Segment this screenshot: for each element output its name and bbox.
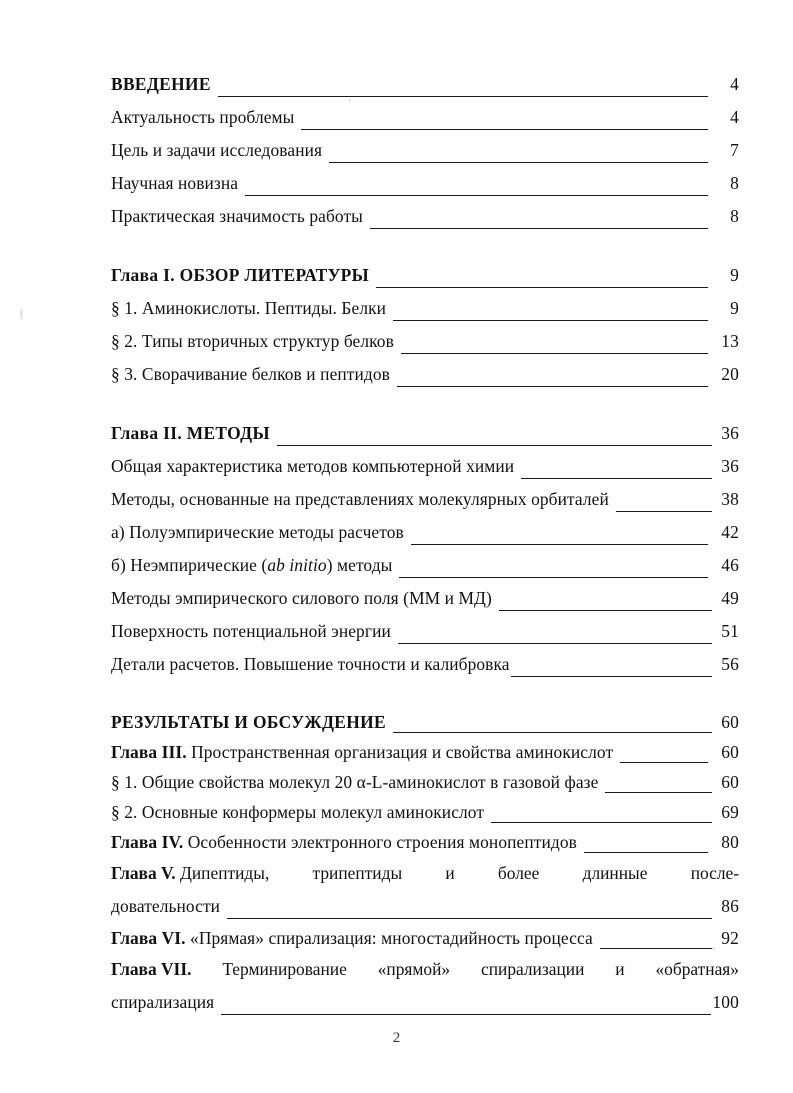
toc-leader (605, 792, 712, 793)
toc-page-number: 51 (721, 621, 739, 641)
toc-page-number: 13 (721, 331, 739, 351)
chapter-rest: «Прямая» спирализация: многостадийность процесса (185, 928, 593, 948)
toc-entry-gl2-obshaya[interactable] (111, 450, 739, 483)
chapter-rest: Особенности электронного строения монопептидов (183, 832, 577, 852)
toc-page-number: 7 (730, 140, 739, 160)
toc-continuation: довательности (111, 896, 221, 916)
toc-page-number: 36 (721, 456, 739, 476)
toc-leader (620, 762, 708, 763)
toc-leader (616, 511, 712, 512)
toc-leader (227, 918, 712, 919)
toc-leader (397, 386, 708, 387)
chapter-prefix: Глава VII. (111, 959, 192, 979)
toc-entry-line-1 (111, 857, 739, 890)
toc-entry-gl2-mm[interactable] (111, 582, 739, 615)
justify-gap (647, 857, 690, 890)
toc-leader (411, 544, 708, 545)
toc-group-results (111, 707, 739, 1019)
toc-entry-title: Методы, основанные на представлениях молекулярных орбиталей (111, 489, 609, 509)
toc-page-number: 9 (730, 265, 739, 285)
toc-entry-gl1-par2[interactable] (111, 325, 739, 358)
toc-page-number: 4 (730, 74, 739, 94)
toc-entry-title: РЕЗУЛЬТАТЫ И ОБСУЖДЕНИЕ (111, 712, 386, 732)
toc-entry-glava-1[interactable] (111, 259, 739, 292)
toc-title-segment: ) методы (326, 555, 393, 575)
page-folio-number: 2 (392, 1030, 401, 1046)
toc-word: Терминирование (222, 959, 347, 979)
toc-group-chapter-1 (111, 259, 739, 391)
toc-entry-vvedenie[interactable] (111, 68, 739, 101)
toc-page-number: 56 (721, 654, 739, 674)
toc-entry-title: § 1. Общие свойства молекул 20 α-L-аминокислот в газовой фазе (111, 772, 599, 792)
toc-entry-glava-5[interactable] (111, 857, 739, 923)
justify-gap (450, 953, 481, 986)
toc-leader (398, 643, 712, 644)
toc-page-number: 20 (721, 364, 739, 384)
toc-page-number: 80 (721, 832, 739, 852)
toc-group-chapter-2 (111, 417, 739, 681)
justify-gap (347, 953, 378, 986)
toc-entry-gl3-par1[interactable] (111, 767, 739, 797)
chapter-prefix: Глава VI. (111, 928, 186, 948)
toc-leader (218, 96, 708, 97)
toc-entry-znachimost[interactable] (111, 200, 739, 233)
toc-entry-title: Детали расчетов. Повышение точности и калибровка (111, 654, 510, 674)
toc-page-number: 60 (721, 712, 739, 732)
toc-leader (399, 577, 708, 578)
toc-leader (393, 732, 712, 733)
justify-gap (402, 857, 445, 890)
toc-page-number: 9 (730, 298, 739, 318)
chapter-rest: Пространственная организация и свойства аминокислот (186, 742, 614, 762)
justify-gap (539, 857, 582, 890)
toc-entry-title: Глава II. МЕТОДЫ (111, 423, 270, 443)
toc-entry-aktualnost[interactable] (111, 101, 739, 134)
toc-leader (221, 1014, 711, 1015)
toc-page-number: 36 (721, 423, 739, 443)
toc-word: спирализации (480, 959, 585, 979)
toc-page-number: 92 (721, 928, 739, 948)
toc-entry-gl3-par2[interactable] (111, 797, 739, 827)
toc-entry-glava-2[interactable] (111, 417, 739, 450)
toc-entry-title: а) Полуэмпирические методы расчетов (111, 522, 404, 542)
toc-entry-gl2-detali[interactable] (111, 648, 739, 681)
toc-leader (301, 129, 708, 130)
toc-word: «прямой» (377, 959, 451, 979)
toc-entry-title (111, 923, 593, 953)
toc-page-number: 8 (730, 206, 739, 226)
toc-leader (370, 228, 708, 229)
toc-leader (376, 287, 708, 288)
toc-entry-line-1 (111, 953, 739, 986)
toc-group-introduction (111, 68, 739, 233)
toc-entry-title: § 2. Основные конформеры молекул аминокислот (111, 802, 485, 822)
toc-page-number: 60 (721, 772, 739, 792)
chapter-prefix: Глава IV. (111, 832, 184, 852)
toc-word: длинные (582, 863, 648, 883)
toc-word: «обратная» (655, 959, 740, 979)
toc-entry-title: § 2. Типы вторичных структур белков (111, 331, 394, 351)
justify-gap (584, 953, 615, 986)
toc-leader (521, 478, 712, 479)
toc-page-number: 42 (721, 522, 739, 542)
toc-leader (584, 852, 708, 853)
toc-leader (499, 610, 712, 611)
toc-word: трипептиды (312, 863, 403, 883)
toc-entry-gl2-mo[interactable] (111, 483, 739, 516)
toc-page-number: 86 (721, 896, 739, 916)
toc-entry-cel-i-zadachi[interactable] (111, 134, 739, 167)
toc-word: и (445, 863, 455, 883)
toc-entry-rezultaty[interactable] (111, 707, 739, 737)
toc-entry-title: § 3. Сворачивание белков и пептидов (111, 364, 390, 384)
toc-entry-title: Общая характеристика методов компьютерной химии (111, 456, 515, 476)
toc-leader (277, 445, 712, 446)
toc-word: после- (690, 863, 740, 883)
toc-entry-title: § 1. Аминокислоты. Пептиды. Белки (111, 298, 387, 318)
toc-leader (245, 195, 708, 196)
justify-gap (269, 857, 312, 890)
toc-entry-gl1-par3[interactable] (111, 358, 739, 391)
toc-entry-title: Глава I. ОБЗОР ЛИТЕРАТУРЫ (111, 265, 370, 285)
toc-entry-glava-4[interactable] (111, 827, 739, 857)
toc-entry-title: Практическая значимость работы (111, 206, 363, 226)
toc-entry-gl2-b[interactable] (111, 549, 739, 582)
scan-artifact (20, 308, 23, 320)
toc-entry-title (111, 737, 613, 767)
toc-entry-title: ВВЕДЕНИЕ (111, 74, 211, 94)
toc-entry-title: Актуальность проблемы (111, 107, 295, 127)
chapter-prefix: Глава III. (111, 742, 187, 762)
toc-leader (511, 676, 712, 677)
toc-entry-title (111, 549, 392, 582)
toc-entry-title: Научная новизна (111, 173, 239, 193)
toc-entry-glava-3[interactable] (111, 737, 739, 767)
toc-continuation: спирализация (111, 992, 215, 1012)
toc-entry-title: Цель и задачи исследования (111, 140, 323, 160)
toc-page-number: 60 (721, 742, 739, 762)
toc-title-segment: б) Неэмпирические ( (111, 555, 268, 575)
toc-entry-line-2 (111, 986, 739, 1019)
toc-entry-glava-6[interactable] (111, 923, 739, 953)
toc-word: и (615, 959, 625, 979)
toc-entry-gl1-par1[interactable] (111, 292, 739, 325)
toc-entry-glava-7[interactable] (111, 953, 739, 1019)
toc-page-number: 46 (721, 555, 739, 575)
toc-entry-gl2-pes[interactable] (111, 615, 739, 648)
justify-gap (625, 953, 656, 986)
toc-entry-title: Поверхность потенциальной энергии (111, 621, 391, 641)
toc-leader (329, 162, 708, 163)
toc-page-number: 49 (721, 588, 739, 608)
toc-leader (401, 353, 708, 354)
table-of-contents (111, 68, 739, 1019)
justify-gap (455, 857, 498, 890)
toc-leader (600, 948, 712, 949)
toc-page-number: 69 (721, 802, 739, 822)
toc-leader (393, 320, 708, 321)
toc-page-number: 38 (721, 489, 739, 509)
justify-gap (191, 953, 222, 986)
toc-page-number: 4 (730, 107, 739, 127)
toc-entry-title (111, 827, 577, 857)
toc-entry-title: Методы эмпирического силового поля (ММ и МД) (111, 588, 492, 608)
toc-leader (491, 822, 712, 823)
toc-entry-line-2 (111, 890, 739, 923)
toc-word: Дипептиды, (180, 863, 270, 883)
chapter-prefix: Глава V. (111, 863, 176, 883)
toc-entry-novizna[interactable] (111, 167, 739, 200)
toc-page-number: 8 (730, 173, 739, 193)
toc-entry-gl2-a[interactable] (111, 516, 739, 549)
toc-word: более (497, 863, 540, 883)
toc-page-number: 100 (712, 992, 739, 1012)
toc-title-segment-italic: ab initio (267, 555, 327, 575)
